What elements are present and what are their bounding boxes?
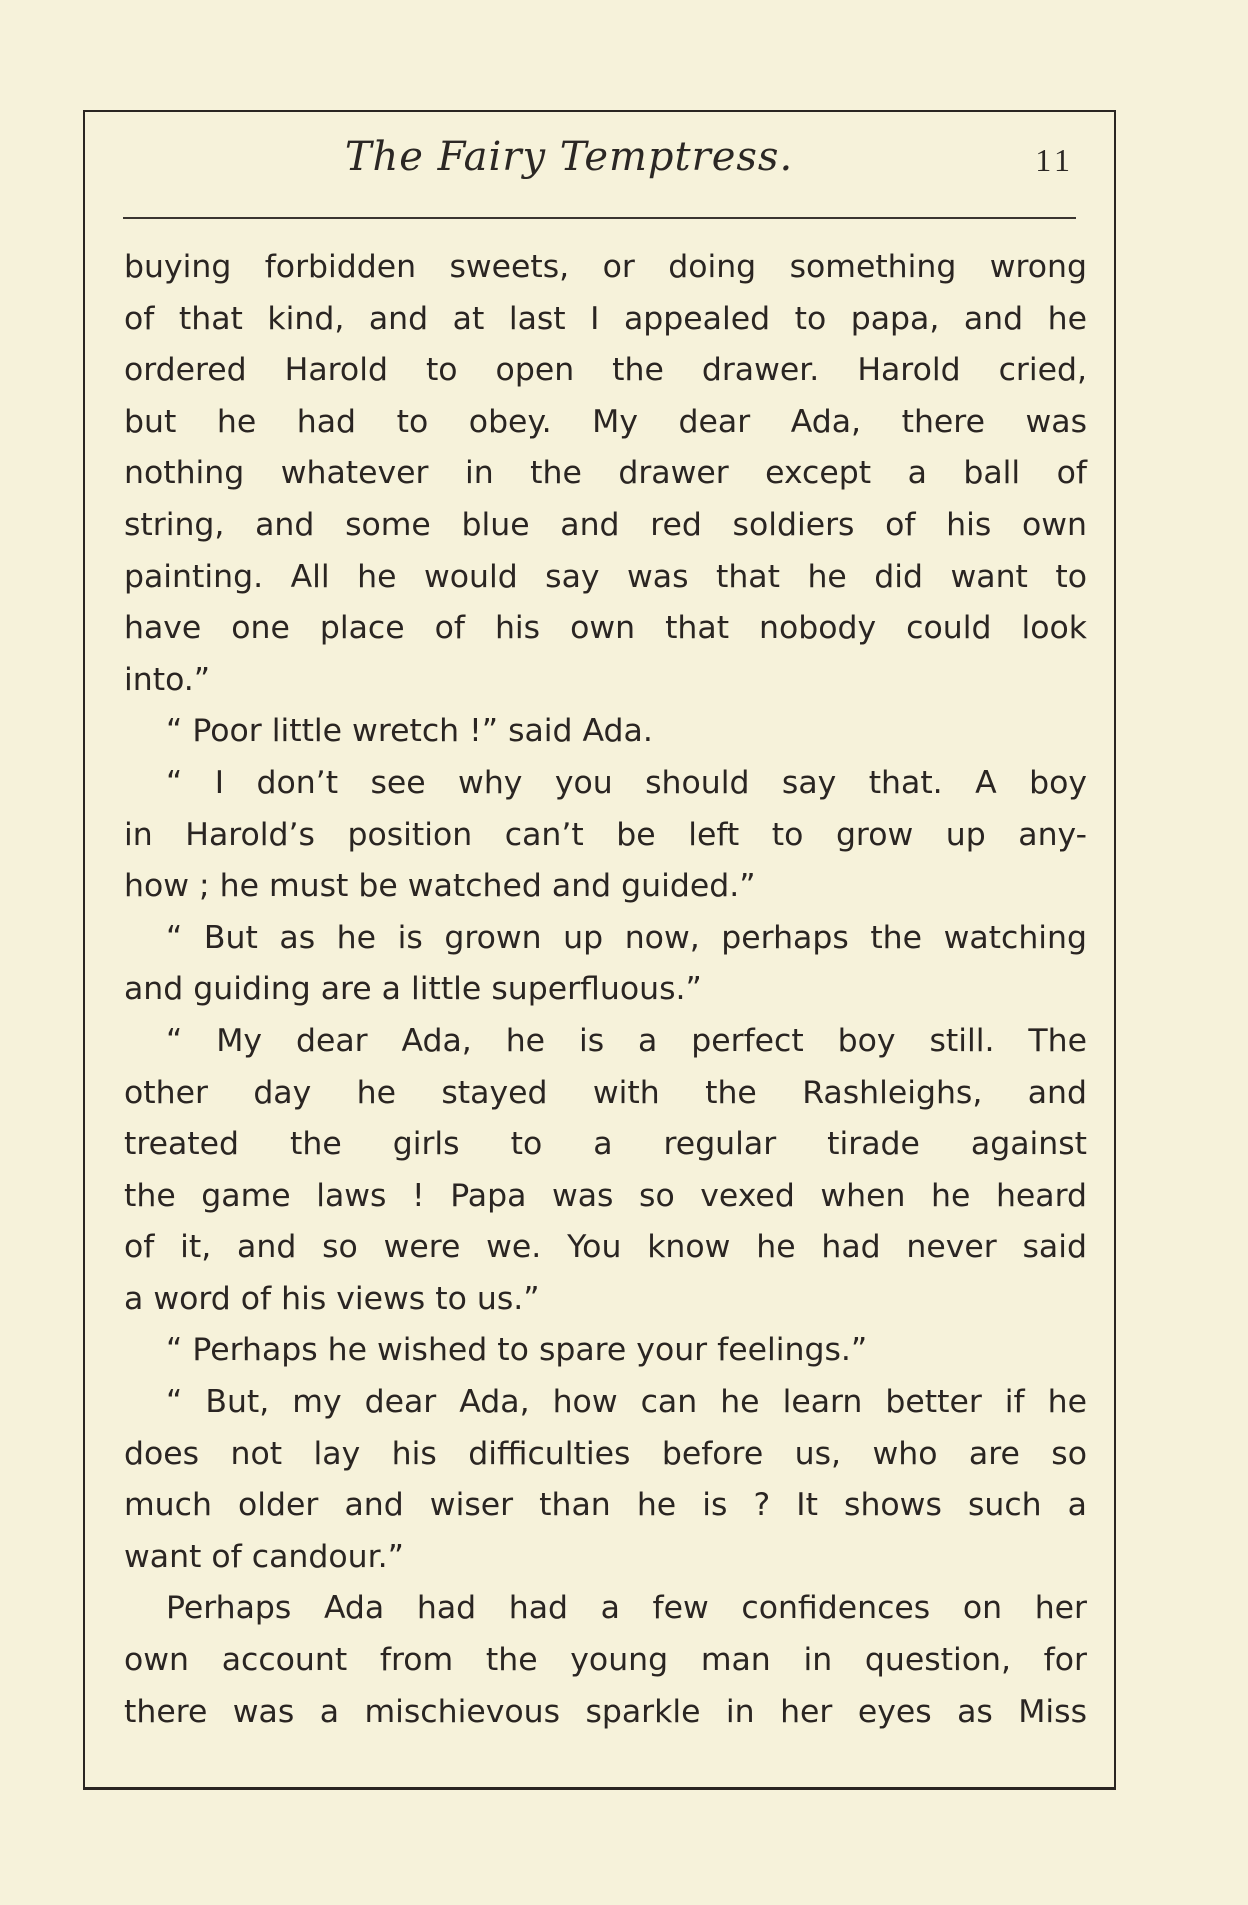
text-line: into.”	[124, 661, 211, 698]
text-line: does not lay his difficulties before us, who are so	[124, 1435, 1087, 1472]
text-line: how ; he must be watched and guided.”	[124, 868, 756, 905]
text-line: “ I don’t see why you should say that. A boy	[166, 764, 1087, 801]
running-title: The Fairy Temptress.	[344, 134, 794, 180]
text-line: of that kind, and at last I appealed to papa, and he	[124, 300, 1087, 337]
page-border-frame	[83, 110, 1116, 1790]
text-line: string, and some blue and red soldiers of his own	[124, 506, 1087, 543]
text-line: “ Poor little wretch !” said Ada.	[166, 713, 653, 750]
text-line: there was a mischievous sparkle in her eyes as Miss	[124, 1693, 1087, 1730]
text-line: “ But as he is grown up now, perhaps the watching	[166, 919, 1087, 956]
text-line: painting. All he would say was that he did want to	[124, 558, 1087, 595]
text-line: much older and wiser than he is ? It shows such a	[124, 1487, 1087, 1524]
text-line: of it, and so were we. You know he had never said	[124, 1229, 1087, 1266]
text-line: nothing whatever in the drawer except a ball of	[124, 455, 1087, 492]
text-line: a word of his views to us.”	[124, 1280, 540, 1317]
text-line: treated the girls to a regular tirade against	[124, 1126, 1087, 1163]
text-line: Perhaps Ada had had a few confidences on her	[166, 1590, 1087, 1627]
text-line: want of candour.”	[124, 1538, 404, 1575]
text-line: own account from the young man in question, for	[124, 1642, 1087, 1679]
text-line: “ My dear Ada, he is a perfect boy still. The	[166, 1022, 1087, 1059]
page-header	[85, 134, 1114, 190]
text-line: have one place of his own that nobody could look	[124, 610, 1087, 647]
body-text	[124, 242, 1087, 1738]
text-line: the game laws ! Papa was so vexed when he heard	[124, 1177, 1087, 1214]
text-line: in Harold’s position can’t be left to grow up any-	[124, 816, 1087, 853]
text-line: and guiding are a little superfluous.”	[124, 971, 702, 1008]
text-line: other day he stayed with the Rashleighs, and	[124, 1074, 1087, 1111]
text-line: “ Perhaps he wished to spare your feelings.”	[166, 1332, 868, 1369]
text-line: ordered Harold to open the drawer. Harold cried,	[124, 352, 1087, 389]
header-rule	[123, 217, 1076, 219]
text-line: buying forbidden sweets, or doing something wrong	[124, 249, 1087, 285]
text-line: but he had to obey. My dear Ada, there was	[124, 403, 1087, 440]
text-line: “ But, my dear Ada, how can he learn better if he	[166, 1384, 1087, 1421]
page-number: 11	[1035, 142, 1074, 178]
